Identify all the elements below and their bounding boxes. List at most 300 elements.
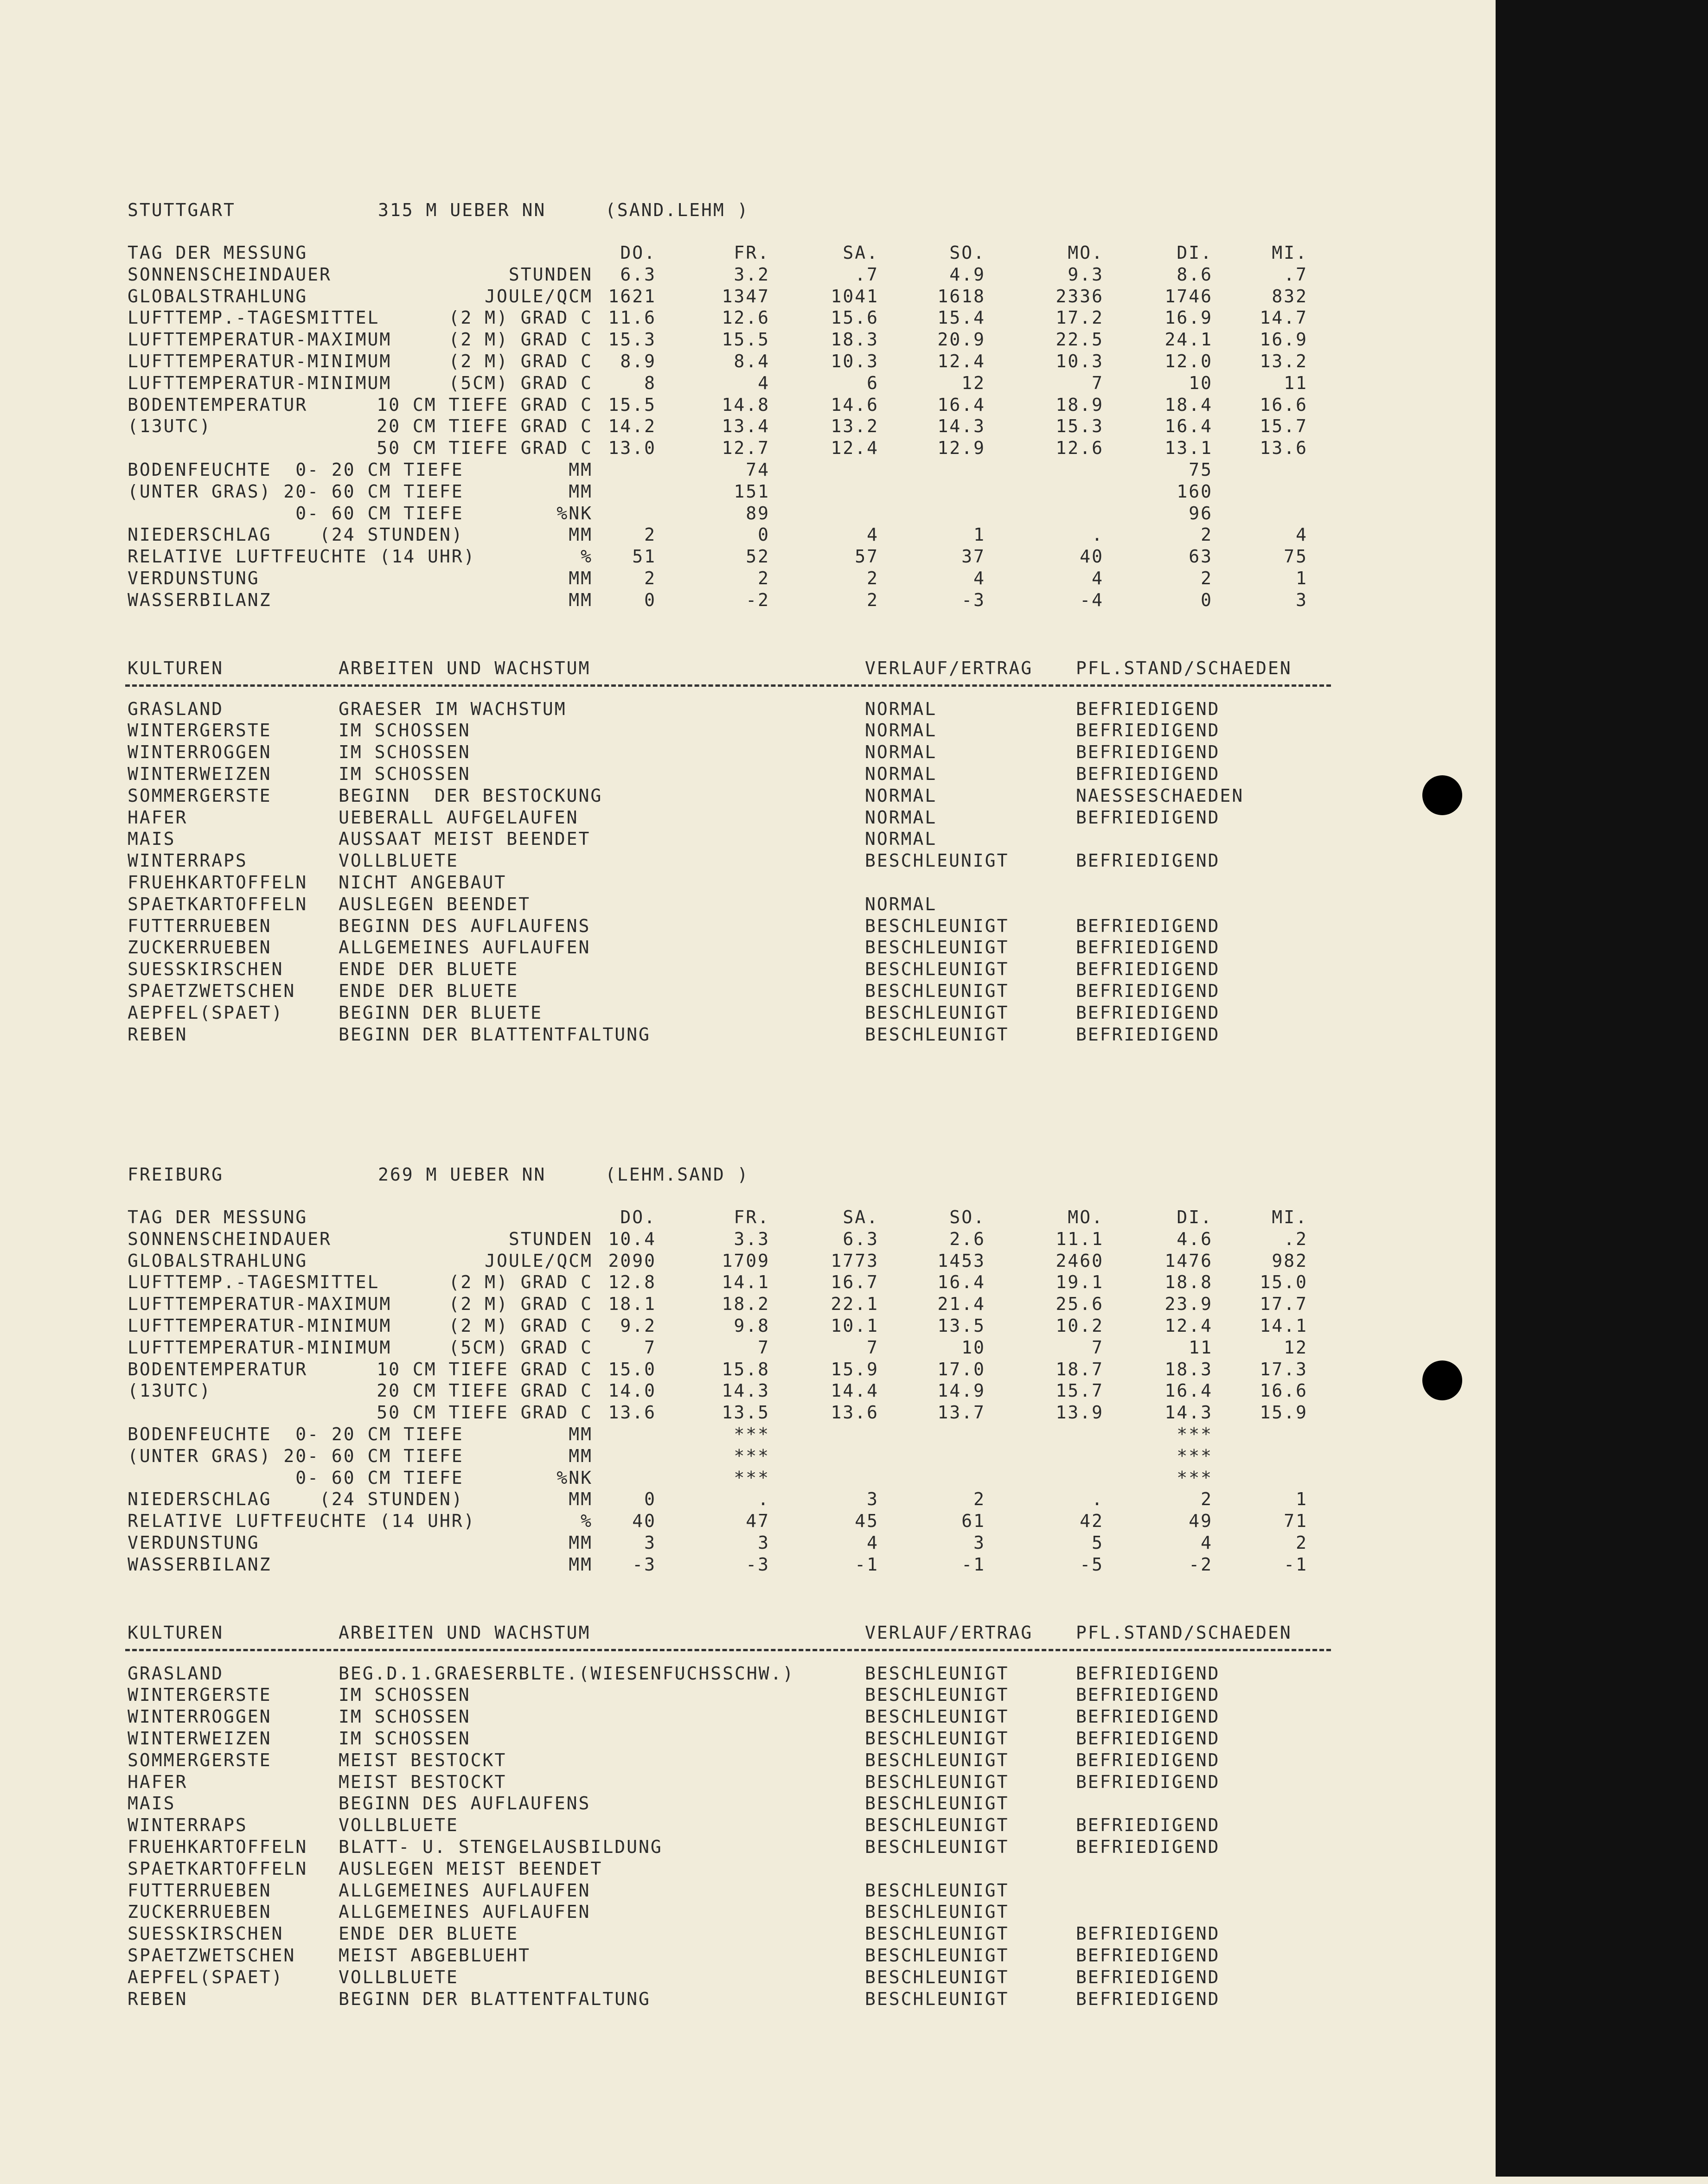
measure-value: 12.4 xyxy=(937,351,985,371)
measure-unit: MM xyxy=(569,524,593,545)
measure-unit: % xyxy=(581,1511,593,1532)
crop-work: BEGINN DER BLUETE xyxy=(339,1002,543,1023)
measure-value: 3 xyxy=(973,1533,985,1553)
crop-work: AUSLEGEN BEENDET xyxy=(339,894,531,914)
measure-label: WASSERBILANZ xyxy=(128,1554,272,1575)
measure-value: 61 xyxy=(961,1511,985,1532)
measure-value: 18.4 xyxy=(1164,394,1213,415)
crop-state: BEFRIEDIGEND xyxy=(1076,1706,1220,1727)
measure-unit: 10 CM TIEFE GRAD C xyxy=(377,1359,593,1379)
measure-unit: MM xyxy=(569,568,593,588)
measure-value: 1041 xyxy=(831,286,879,307)
measure-value: 11.1 xyxy=(1056,1228,1104,1249)
measure-label: LUFTTEMP.-TAGESMITTEL xyxy=(128,307,380,328)
measure-value: 1347 xyxy=(722,286,770,307)
measure-value: 16.9 xyxy=(1164,307,1213,328)
crop-state: BEFRIEDIGEND xyxy=(1076,1728,1220,1749)
crop-course: BESCHLEUNIGT xyxy=(865,1945,1009,1966)
measure-unit: 10 CM TIEFE GRAD C xyxy=(377,394,593,415)
measure-value: 15.5 xyxy=(722,329,770,350)
measure-unit: % xyxy=(581,546,593,567)
measure-label: BODENFEUCHTE 0- 20 CM TIEFE xyxy=(128,460,464,480)
day-header-3: SA. xyxy=(843,1207,879,1227)
crop-column-header: PFL.STAND/SCHAEDEN xyxy=(1076,658,1292,678)
measure-value: 16.4 xyxy=(1164,1380,1213,1401)
measure-value: 18.3 xyxy=(1164,1359,1213,1379)
measure-label: LUFTTEMPERATUR-MAXIMUM xyxy=(128,329,392,350)
measure-value: 12 xyxy=(961,372,985,393)
crop-name: HAFER xyxy=(128,1771,188,1792)
measure-value: 7 xyxy=(758,1337,770,1358)
measure-unit: (2 M) GRAD C xyxy=(448,351,593,371)
crop-work: MEIST BESTOCKT xyxy=(339,1750,507,1770)
crop-name: FRUEHKARTOFFELN xyxy=(128,872,308,893)
day-header-6: DI. xyxy=(1177,1207,1213,1227)
crop-course: BESCHLEUNIGT xyxy=(865,1837,1009,1857)
crop-state: BEFRIEDIGEND xyxy=(1076,1923,1220,1944)
measure-label: LUFTTEMP.-TAGESMITTEL xyxy=(128,1272,380,1293)
measure-value: 23.9 xyxy=(1164,1294,1213,1315)
measure-label: GLOBALSTRAHLUNG xyxy=(128,1250,308,1271)
crop-course: BESCHLEUNIGT xyxy=(865,937,1009,958)
measure-value: 19.1 xyxy=(1056,1272,1104,1293)
measure-value: *** xyxy=(734,1467,770,1488)
crop-course: BESCHLEUNIGT xyxy=(865,1967,1009,1987)
day-header-label: TAG DER MESSUNG xyxy=(128,243,308,263)
crop-course: NORMAL xyxy=(865,894,937,914)
measure-value: 3 xyxy=(867,1489,879,1510)
measure-value: .7 xyxy=(1284,264,1308,285)
measure-value: 3 xyxy=(758,1533,770,1553)
measure-value: 4 xyxy=(1296,524,1308,545)
crop-work: IM SCHOSSEN xyxy=(339,1685,471,1705)
measure-value: 12.4 xyxy=(1164,1316,1213,1336)
measure-value: 1618 xyxy=(937,286,985,307)
measure-value: 12.6 xyxy=(1056,438,1104,459)
measure-value: 10 xyxy=(1189,372,1213,393)
measure-value: 11 xyxy=(1189,1337,1213,1358)
crop-name: WINTERWEIZEN xyxy=(128,1728,272,1749)
crop-column-header: ARBEITEN UND WACHSTUM xyxy=(339,1622,591,1643)
measure-value: 2 xyxy=(867,589,879,610)
measure-value: 13.2 xyxy=(1260,351,1308,371)
measure-value: 2 xyxy=(758,568,770,588)
day-header-7: MI. xyxy=(1272,243,1308,263)
crop-course: NORMAL xyxy=(865,764,937,784)
measure-value: 71 xyxy=(1284,1511,1308,1532)
measure-value: 16.4 xyxy=(937,394,985,415)
measure-label: BODENTEMPERATUR xyxy=(128,1359,308,1379)
measure-value: 6 xyxy=(867,372,879,393)
crop-course: BESCHLEUNIGT xyxy=(865,1685,1009,1705)
measure-value: . xyxy=(758,1489,770,1510)
measure-unit: (2 M) GRAD C xyxy=(448,1316,593,1336)
measure-value: 15.5 xyxy=(608,394,656,415)
crop-work: AUSSAAT MEIST BEENDET xyxy=(339,829,591,849)
measure-value: 13.5 xyxy=(937,1316,985,1336)
station-name: STUTTGART xyxy=(128,200,236,220)
measure-label: LUFTTEMPERATUR-MINIMUM xyxy=(128,372,392,393)
measure-label: 0- 60 CM TIEFE xyxy=(128,1467,464,1488)
measure-value: 13.2 xyxy=(831,416,879,437)
crop-name: AEPFEL(SPAET) xyxy=(128,1967,284,1987)
measure-label: LUFTTEMPERATUR-MAXIMUM xyxy=(128,1294,392,1315)
measure-value: *** xyxy=(734,1445,770,1466)
measure-value: 7 xyxy=(867,1337,879,1358)
crop-column-header: KULTUREN xyxy=(128,1622,224,1643)
crop-state: BEFRIEDIGEND xyxy=(1076,764,1220,784)
measure-value: 1746 xyxy=(1164,286,1213,307)
crop-name: SOMMERGERSTE xyxy=(128,785,272,806)
measure-unit: (2 M) GRAD C xyxy=(448,1272,593,1293)
day-header-1: DO. xyxy=(620,243,656,263)
station-elevation: 315 M UEBER NN xyxy=(378,200,546,220)
day-header-label: TAG DER MESSUNG xyxy=(128,1207,308,1227)
measure-value: 2 xyxy=(1296,1533,1308,1553)
measure-value: 15.3 xyxy=(608,329,656,350)
day-header-4: SO. xyxy=(949,243,985,263)
measure-value: 160 xyxy=(1177,481,1213,502)
measure-value: 25.6 xyxy=(1056,1294,1104,1315)
measure-label: RELATIVE LUFTFEUCHTE (14 UHR) xyxy=(128,546,476,567)
measure-label: (UNTER GRAS) 20- 60 CM TIEFE xyxy=(128,1445,464,1466)
measure-value: 15.4 xyxy=(937,307,985,328)
measure-value: 16.6 xyxy=(1260,1380,1308,1401)
crop-course: NORMAL xyxy=(865,698,937,719)
crop-course: BESCHLEUNIGT xyxy=(865,1815,1009,1836)
measure-value: 13.0 xyxy=(608,438,656,459)
crop-state: BEFRIEDIGEND xyxy=(1076,1750,1220,1770)
crop-name: SUESSKIRSCHEN xyxy=(128,1923,284,1944)
measure-value: 12.0 xyxy=(1164,351,1213,371)
measure-label: WASSERBILANZ xyxy=(128,589,272,610)
measure-unit: 50 CM TIEFE GRAD C xyxy=(377,1402,593,1423)
crop-column-header: VERLAUF/ERTRAG xyxy=(865,658,1033,678)
measure-value: 42 xyxy=(1080,1511,1104,1532)
measure-label: NIEDERSCHLAG (24 STUNDEN) xyxy=(128,1489,464,1510)
measure-value: 1453 xyxy=(937,1250,985,1271)
measure-value: . xyxy=(1092,1489,1104,1510)
crop-work: ALLGEMEINES AUFLAUFEN xyxy=(339,1880,591,1901)
day-header-7: MI. xyxy=(1272,1207,1308,1227)
measure-value: 4 xyxy=(758,372,770,393)
measure-value: 9.3 xyxy=(1068,264,1104,285)
measure-value: 13.4 xyxy=(722,416,770,437)
measure-value: 8.6 xyxy=(1177,264,1213,285)
measure-value: 6.3 xyxy=(843,1228,879,1249)
measure-value: 10 xyxy=(961,1337,985,1358)
measure-value: 151 xyxy=(734,481,770,502)
measure-value: 10.1 xyxy=(831,1316,879,1336)
measure-value: 22.1 xyxy=(831,1294,879,1315)
measure-value: 2 xyxy=(867,568,879,588)
crop-course: BESCHLEUNIGT xyxy=(865,1923,1009,1944)
crop-name: GRASLAND xyxy=(128,698,224,719)
crop-work: ALLGEMEINES AUFLAUFEN xyxy=(339,937,591,958)
measure-unit: (2 M) GRAD C xyxy=(448,307,593,328)
measure-value: 18.7 xyxy=(1056,1359,1104,1379)
measure-label: BODENTEMPERATUR xyxy=(128,394,308,415)
crop-state: BEFRIEDIGEND xyxy=(1076,1771,1220,1792)
crop-work: ENDE DER BLUETE xyxy=(339,1923,519,1944)
crop-name: WINTERRAPS xyxy=(128,850,248,871)
measure-value: -2 xyxy=(746,589,770,610)
crop-state: BEFRIEDIGEND xyxy=(1076,915,1220,936)
punch-hole-lower xyxy=(1422,1360,1462,1400)
measure-value: 47 xyxy=(746,1511,770,1532)
measure-value: 15.9 xyxy=(1260,1402,1308,1423)
crop-state: BEFRIEDIGEND xyxy=(1076,981,1220,1001)
measure-unit: MM xyxy=(569,1445,593,1466)
measure-value: 1 xyxy=(1296,568,1308,588)
crop-work: IM SCHOSSEN xyxy=(339,1728,471,1749)
crop-course: BESCHLEUNIGT xyxy=(865,1728,1009,1749)
crop-state: BEFRIEDIGEND xyxy=(1076,1837,1220,1857)
measure-value: 40 xyxy=(632,1511,656,1532)
measure-value: *** xyxy=(734,1424,770,1444)
measure-unit: 20 CM TIEFE GRAD C xyxy=(377,1380,593,1401)
measure-value: 13.9 xyxy=(1056,1402,1104,1423)
crop-name: SPAETZWETSCHEN xyxy=(128,1945,296,1966)
crop-work: ENDE DER BLUETE xyxy=(339,981,519,1001)
measure-label: LUFTTEMPERATUR-MINIMUM xyxy=(128,1337,392,1358)
measure-value: 2090 xyxy=(608,1250,656,1271)
crop-name: REBEN xyxy=(128,1024,188,1045)
crop-work: MEIST ABGEBLUEHT xyxy=(339,1945,531,1966)
crop-work: IM SCHOSSEN xyxy=(339,764,471,784)
measure-value: 7 xyxy=(1092,1337,1104,1358)
measure-value: 40 xyxy=(1080,546,1104,567)
crop-column-header: VERLAUF/ERTRAG xyxy=(865,1622,1033,1643)
station-soil: (LEHM.SAND ) xyxy=(605,1164,749,1185)
measure-value: 10.4 xyxy=(608,1228,656,1249)
measure-unit: MM xyxy=(569,589,593,610)
measure-value: 18.2 xyxy=(722,1294,770,1315)
measure-value: 75 xyxy=(1189,460,1213,480)
measure-label: 0- 60 CM TIEFE xyxy=(128,503,464,524)
crop-work: GRAESER IM WACHSTUM xyxy=(339,698,567,719)
crop-name: SOMMERGERSTE xyxy=(128,1750,272,1770)
crop-work: UEBERALL AUFGELAUFEN xyxy=(339,807,579,828)
measure-value: 14.9 xyxy=(937,1380,985,1401)
crop-course: BESCHLEUNIGT xyxy=(865,1706,1009,1727)
measure-unit: MM xyxy=(569,1533,593,1553)
crop-work: IM SCHOSSEN xyxy=(339,1706,471,1727)
measure-value: 14.0 xyxy=(608,1380,656,1401)
measure-value: 1773 xyxy=(831,1250,879,1271)
crop-column-header: KULTUREN xyxy=(128,658,224,678)
crop-name: AEPFEL(SPAET) xyxy=(128,1002,284,1023)
crop-work: MEIST BESTOCKT xyxy=(339,1771,507,1792)
measure-value: 0 xyxy=(758,524,770,545)
measure-value: 4 xyxy=(1201,1533,1213,1553)
measure-unit: MM xyxy=(569,481,593,502)
measure-value: 17.0 xyxy=(937,1359,985,1379)
measure-value: 18.9 xyxy=(1056,394,1104,415)
measure-value: 7 xyxy=(1092,372,1104,393)
crop-course: BESCHLEUNIGT xyxy=(865,1663,1009,1684)
crop-name: SPAETZWETSCHEN xyxy=(128,981,296,1001)
measure-label: SONNENSCHEINDAUER xyxy=(128,264,332,285)
measure-label: VERDUNSTUNG xyxy=(128,1533,260,1553)
measure-value: 9.2 xyxy=(620,1316,656,1336)
crop-course: BESCHLEUNIGT xyxy=(865,1750,1009,1770)
measure-value: 57 xyxy=(855,546,879,567)
measure-value: 7 xyxy=(644,1337,656,1358)
measure-value: 11 xyxy=(1284,372,1308,393)
measure-value: 3.2 xyxy=(734,264,770,285)
day-header-5: MO. xyxy=(1068,243,1104,263)
measure-value: 12.7 xyxy=(722,438,770,459)
measure-value: 1709 xyxy=(722,1250,770,1271)
crop-name: ZUCKERRUEBEN xyxy=(128,937,272,958)
measure-value: 13.6 xyxy=(831,1402,879,1423)
measure-value: 0 xyxy=(644,1489,656,1510)
measure-value: 16.6 xyxy=(1260,394,1308,415)
header-divider xyxy=(125,1649,1331,1651)
crop-name: HAFER xyxy=(128,807,188,828)
crop-state: BEFRIEDIGEND xyxy=(1076,850,1220,871)
measure-value: 10.3 xyxy=(1056,351,1104,371)
crop-work: IM SCHOSSEN xyxy=(339,742,471,763)
measure-value: -3 xyxy=(961,589,985,610)
measure-value: 1 xyxy=(1296,1489,1308,1510)
crop-name: WINTERGERSTE xyxy=(128,1685,272,1705)
measure-value: -4 xyxy=(1080,589,1104,610)
measure-value: 2 xyxy=(1201,1489,1213,1510)
crop-work: BEGINN DER BESTOCKUNG xyxy=(339,785,603,806)
measure-value: 89 xyxy=(746,503,770,524)
crop-name: GRASLAND xyxy=(128,1663,224,1684)
measure-value: 4 xyxy=(1092,568,1104,588)
measure-value: 6.3 xyxy=(620,264,656,285)
crop-course: NORMAL xyxy=(865,720,937,741)
measure-unit: (2 M) GRAD C xyxy=(448,329,593,350)
crop-course: BESCHLEUNIGT xyxy=(865,1002,1009,1023)
day-header-6: DI. xyxy=(1177,243,1213,263)
measure-value: 2 xyxy=(1201,524,1213,545)
measure-label: (UNTER GRAS) 20- 60 CM TIEFE xyxy=(128,481,464,502)
measure-value: 13.6 xyxy=(1260,438,1308,459)
crop-name: WINTERGERSTE xyxy=(128,720,272,741)
measure-value: 11.6 xyxy=(608,307,656,328)
measure-value: 2 xyxy=(973,1489,985,1510)
measure-value: 10.2 xyxy=(1056,1316,1104,1336)
measure-value: 96 xyxy=(1189,503,1213,524)
measure-value: 16.4 xyxy=(937,1272,985,1293)
crop-state: BEFRIEDIGEND xyxy=(1076,1988,1220,2009)
measure-value: 2460 xyxy=(1056,1250,1104,1271)
measure-label: LUFTTEMPERATUR-MINIMUM xyxy=(128,351,392,371)
crop-name: WINTERRAPS xyxy=(128,1815,248,1836)
day-header-4: SO. xyxy=(949,1207,985,1227)
measure-value: . xyxy=(1092,524,1104,545)
measure-label: RELATIVE LUFTFEUCHTE (14 UHR) xyxy=(128,1511,476,1532)
measure-label: SONNENSCHEINDAUER xyxy=(128,1228,332,1249)
measure-value: 15.7 xyxy=(1260,416,1308,437)
measure-unit: MM xyxy=(569,1489,593,1510)
measure-value: 2 xyxy=(644,568,656,588)
measure-value: 14.3 xyxy=(722,1380,770,1401)
crop-state: BEFRIEDIGEND xyxy=(1076,959,1220,980)
crop-course: NORMAL xyxy=(865,742,937,763)
crop-work: ALLGEMEINES AUFLAUFEN xyxy=(339,1902,591,1922)
crop-work: IM SCHOSSEN xyxy=(339,720,471,741)
crop-state: BEFRIEDIGEND xyxy=(1076,1024,1220,1045)
day-header-3: SA. xyxy=(843,243,879,263)
crop-work: BEGINN DER BLATTENTFALTUNG xyxy=(339,1988,651,2009)
crop-name: SPAETKARTOFFELN xyxy=(128,894,308,914)
station-name: FREIBURG xyxy=(128,1164,224,1185)
crop-course: NORMAL xyxy=(865,785,937,806)
measure-value: 16.4 xyxy=(1164,416,1213,437)
station-soil: (SAND.LEHM ) xyxy=(605,200,749,220)
measure-value: 14.3 xyxy=(1164,1402,1213,1423)
measure-value: 13.5 xyxy=(722,1402,770,1423)
crop-course: NORMAL xyxy=(865,829,937,849)
crop-state: BEFRIEDIGEND xyxy=(1076,698,1220,719)
measure-label: BODENFEUCHTE 0- 20 CM TIEFE xyxy=(128,1424,464,1444)
measure-value: 12 xyxy=(1284,1337,1308,1358)
crop-work: BEGINN DES AUFLAUFENS xyxy=(339,915,591,936)
measure-value: 8.4 xyxy=(734,351,770,371)
measure-value: 9.8 xyxy=(734,1316,770,1336)
measure-value: 16.9 xyxy=(1260,329,1308,350)
measure-value: 12.6 xyxy=(722,307,770,328)
measure-value: 49 xyxy=(1189,1511,1213,1532)
crop-name: WINTERROGGEN xyxy=(128,1706,272,1727)
measure-value: 16.7 xyxy=(831,1272,879,1293)
measure-value: 5 xyxy=(1092,1533,1104,1553)
crop-work: ENDE DER BLUETE xyxy=(339,959,519,980)
crop-course: BESCHLEUNIGT xyxy=(865,1793,1009,1814)
measure-label: GLOBALSTRAHLUNG xyxy=(128,286,308,307)
measure-value: 17.2 xyxy=(1056,307,1104,328)
crop-state: NAESSESCHAEDEN xyxy=(1076,785,1244,806)
measure-value: 13.1 xyxy=(1164,438,1213,459)
measure-value: -1 xyxy=(855,1554,879,1575)
crop-course: BESCHLEUNIGT xyxy=(865,1880,1009,1901)
measure-value: 2336 xyxy=(1056,286,1104,307)
measure-value: 15.0 xyxy=(608,1359,656,1379)
measure-value: 4.6 xyxy=(1177,1228,1213,1249)
crop-state: BEFRIEDIGEND xyxy=(1076,1967,1220,1987)
station-report-freiburg xyxy=(125,1164,1331,2184)
crop-state: BEFRIEDIGEND xyxy=(1076,720,1220,741)
crop-state: BEFRIEDIGEND xyxy=(1076,937,1220,958)
crop-state: BEFRIEDIGEND xyxy=(1076,1815,1220,1836)
measure-value: 15.7 xyxy=(1056,1380,1104,1401)
crop-course: BESCHLEUNIGT xyxy=(865,981,1009,1001)
measure-value: 2.6 xyxy=(949,1228,985,1249)
crop-name: FRUEHKARTOFFELN xyxy=(128,1837,308,1857)
measure-value: 75 xyxy=(1284,546,1308,567)
crop-course: BESCHLEUNIGT xyxy=(865,1988,1009,2009)
crop-column-header: PFL.STAND/SCHAEDEN xyxy=(1076,1622,1292,1643)
crop-name: SPAETKARTOFFELN xyxy=(128,1858,308,1879)
measure-value: 45 xyxy=(855,1511,879,1532)
measure-value: 8.9 xyxy=(620,351,656,371)
measure-unit: JOULE/QCM xyxy=(485,1250,593,1271)
measure-label: (13UTC) xyxy=(128,1380,212,1401)
crop-name: WINTERWEIZEN xyxy=(128,764,272,784)
crop-name: FUTTERRUEBEN xyxy=(128,1880,272,1901)
measure-value: 74 xyxy=(746,460,770,480)
measure-value: -3 xyxy=(632,1554,656,1575)
measure-value: 14.6 xyxy=(831,394,879,415)
measure-value: 21.4 xyxy=(937,1294,985,1315)
crop-course: NORMAL xyxy=(865,807,937,828)
